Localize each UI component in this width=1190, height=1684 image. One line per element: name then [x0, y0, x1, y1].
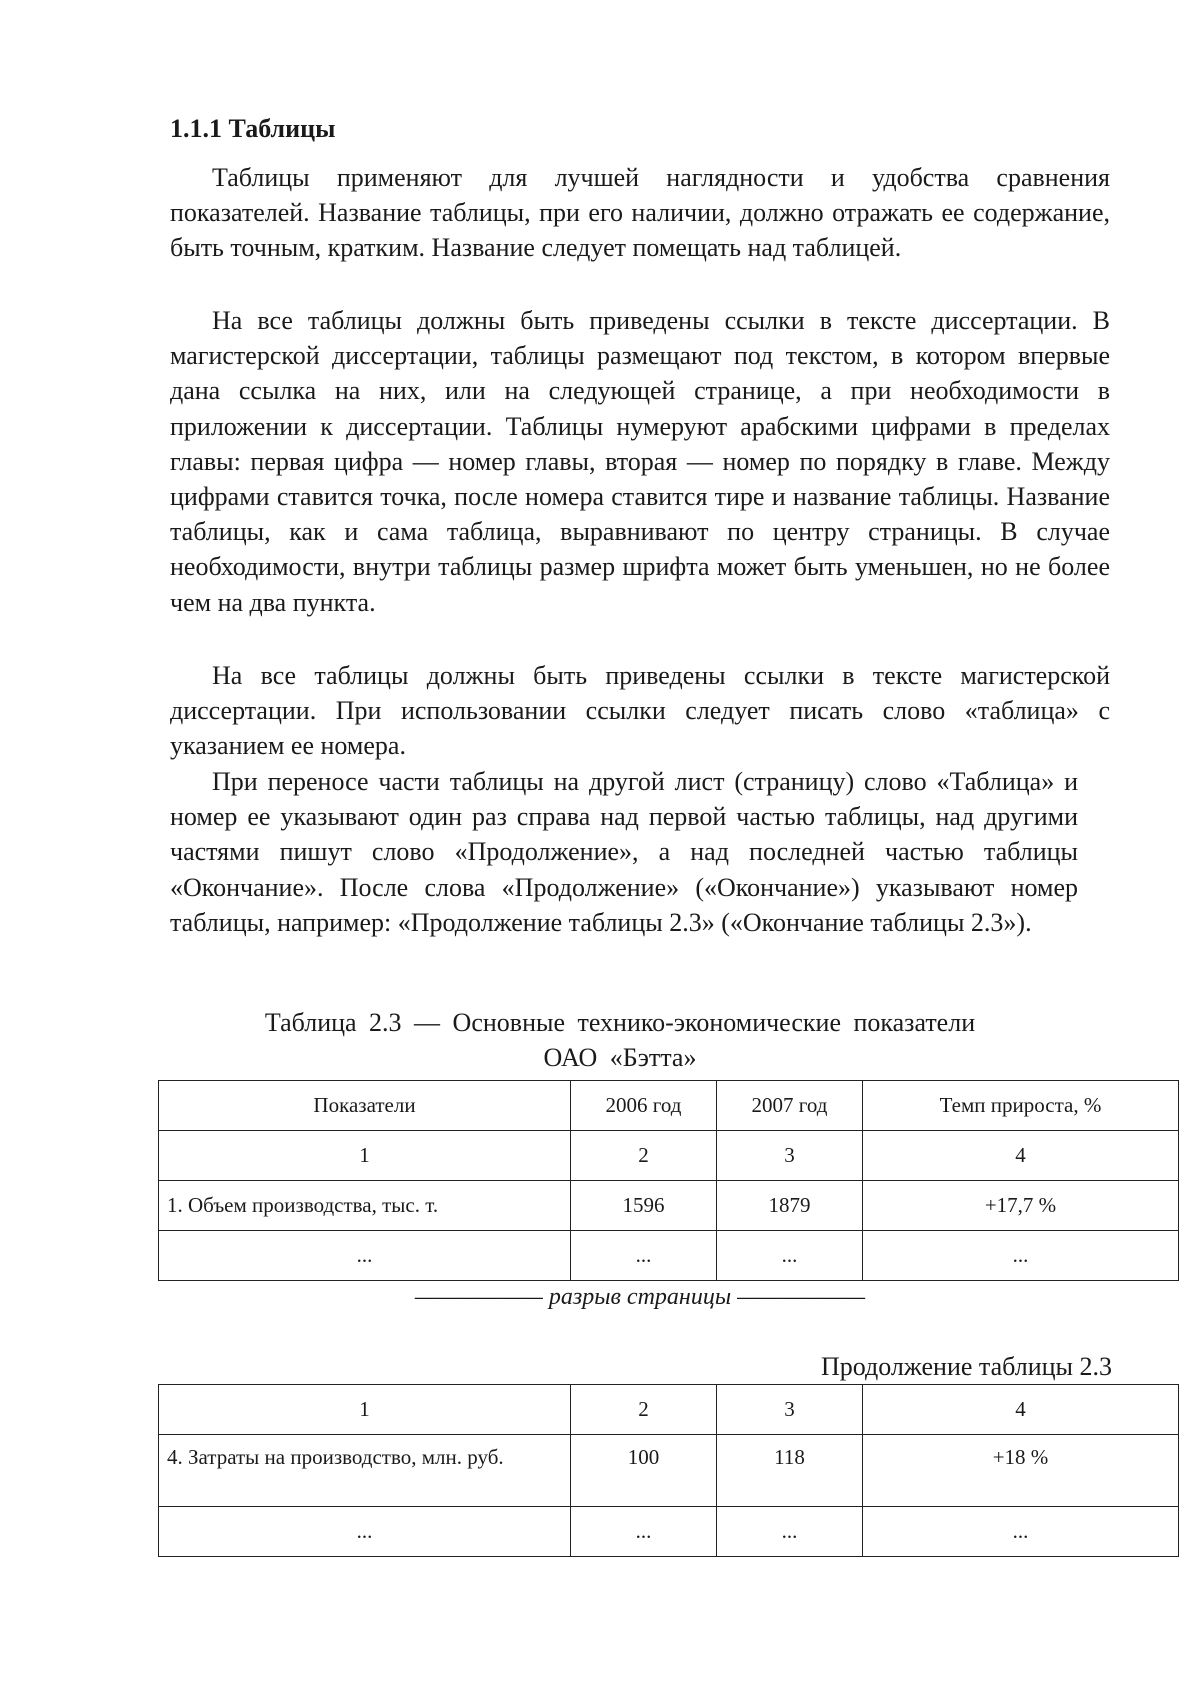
table-row — [159, 1181, 1179, 1231]
header-cell: Темп прироста, % — [863, 1081, 1179, 1131]
table-cell: 118 — [717, 1435, 863, 1507]
number-cell: 4 — [863, 1131, 1179, 1181]
table-number-row — [159, 1385, 1179, 1435]
paragraph-1 — [170, 160, 1110, 266]
paragraph-3 — [170, 658, 1110, 764]
table-caption — [230, 1005, 1010, 1075]
number-cell: 2 — [571, 1131, 717, 1181]
table-main — [158, 1080, 1179, 1281]
table-cell: 100 — [571, 1435, 717, 1507]
number-cell: 2 — [571, 1385, 717, 1435]
header-cell: 2006 год — [571, 1081, 717, 1131]
section-heading: 1.1.1 Таблицы — [170, 114, 336, 143]
table-cell: ... — [717, 1231, 863, 1281]
paragraph-2 — [170, 303, 1110, 620]
table-cell: 1. Объем производства, тыс. т. — [159, 1181, 571, 1231]
header-cell: 2007 год — [717, 1081, 863, 1131]
paragraph-4 — [170, 764, 1078, 940]
table-cell: ... — [571, 1507, 717, 1557]
table-caption-line-1: Таблица 2.3 — Основные технико-экономические показатели — [264, 1008, 976, 1037]
table-cell: +17,7 % — [863, 1181, 1179, 1231]
table-continuation — [158, 1384, 1179, 1557]
continuation-label: Продолжение таблицы 2.3 — [821, 1352, 1112, 1381]
number-cell: 1 — [159, 1131, 571, 1181]
table-cell: ... — [571, 1231, 717, 1281]
header-cell: Показатели — [159, 1081, 571, 1131]
table-cell: 4. Затраты на производство, млн. руб. — [159, 1435, 571, 1507]
number-cell: 3 — [717, 1131, 863, 1181]
table-cell: ... — [717, 1507, 863, 1557]
page-break-marker: —————— разрыв страницы —————— — [414, 1284, 866, 1310]
table-row — [159, 1435, 1179, 1507]
paragraph-4-text: При переносе части таблицы на другой лист (страницу) слово «Таблица» и номер ее указывают один раз справа над первой частью таблицы, над другими частями пишут слово «Продолжение», а над последней частью таблицы «Окончание». После слова «Продолжение» («Окончание») указывают номер таблицы, например: «Продолжение таблицы 2.3» («Окончание таблицы 2.3»). — [170, 767, 1078, 937]
table-cell: ... — [863, 1231, 1179, 1281]
table-row — [159, 1507, 1179, 1557]
table-cell: ... — [863, 1507, 1179, 1557]
table-cell: ... — [159, 1507, 571, 1557]
table-caption-line-2: ОАО «Бэтта» — [543, 1043, 697, 1072]
table-cell: 1879 — [717, 1181, 863, 1231]
paragraph-3-text: На все таблицы должны быть приведены ссылки в тексте магистерской диссертации. При использовании ссылки следует писать слово «таблица» с указанием ее номера. — [170, 661, 1110, 761]
paragraph-2-text: На все таблицы должны быть приведены ссылки в тексте диссертации. В магистерской диссертации, таблицы размещают под текстом, в котором впервые дана ссылка на них, или на следующей странице, а при необходимости в приложении к диссертации. Таблицы нумеруют арабскими цифрами в пределах главы: первая цифра — номер главы, вторая — номер по порядку в главе. Между цифрами ставится точка, после номера ставится тире и название таблицы. Название таблицы, как и сама таблица, выравнивают по центру страницы. В случае необходимости, внутри таблицы размер шрифта может быть уменьшен, но не более чем на два пункта. — [170, 306, 1110, 617]
table-cell: 1596 — [571, 1181, 717, 1231]
number-cell: 3 — [717, 1385, 863, 1435]
table-cell: ... — [159, 1231, 571, 1281]
paragraph-1-text: Таблицы применяют для лучшей наглядности и удобства сравнения показателей. Название таблицы, при его наличии, должно отражать ее содержание, быть точным, кратким. Название следует помещать над таблицей. — [170, 163, 1110, 263]
number-cell: 4 — [863, 1385, 1179, 1435]
table-number-row — [159, 1131, 1179, 1181]
table-header-row — [159, 1081, 1179, 1131]
table-row — [159, 1231, 1179, 1281]
table-cell: +18 % — [863, 1435, 1179, 1507]
number-cell: 1 — [159, 1385, 571, 1435]
